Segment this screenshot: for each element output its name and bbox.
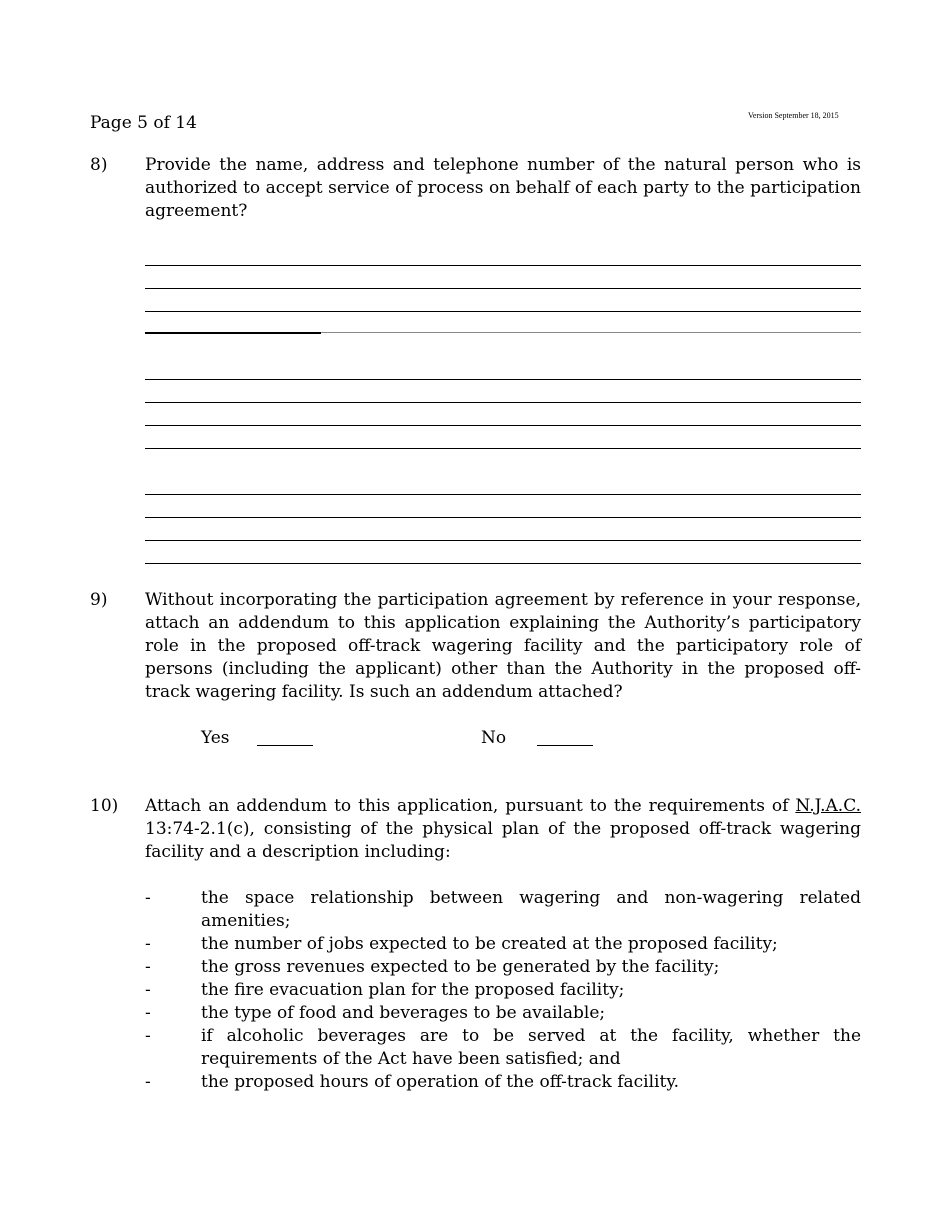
answer-line[interactable] — [321, 332, 861, 333]
question-10-number: 10) — [90, 796, 119, 816]
answer-line[interactable] — [145, 332, 321, 334]
question-10-text-suffix: 13:74-2.1(c), consisting of the physical plan of the proposed off-track wagering facility and a description including: — [145, 819, 861, 862]
bullet-marker: - — [145, 1026, 151, 1046]
answer-line[interactable] — [145, 265, 861, 266]
answer-line[interactable] — [145, 563, 861, 564]
bullet-marker: - — [145, 934, 151, 954]
question-8-number: 8) — [90, 155, 108, 175]
bullet-marker: - — [145, 1072, 151, 1092]
answer-line[interactable] — [145, 288, 861, 289]
question-9-number: 9) — [90, 590, 108, 610]
no-label: No — [481, 728, 507, 748]
bullet-marker: - — [145, 888, 151, 908]
page-number: Page 5 of 14 — [90, 113, 197, 133]
yes-label: Yes — [201, 728, 230, 748]
no-blank[interactable] — [537, 745, 593, 746]
bullet-item: if alcoholic beverages are to be served at the facility, whether the requirements of the Act have been satisfied; and — [201, 1026, 861, 1069]
bullet-item: the type of food and beverages to be available; — [201, 1003, 606, 1023]
question-9-text: Without incorporating the participation agreement by reference in your response, attach an addendum to this application explaining the Authority’s participatory role in the proposed off-track wagering facility and the participatory role of persons (including the applicant) other than the Authority in the proposed off-track wagering facility. Is such an addendum attached? — [145, 590, 861, 702]
version-label: Version September 18, 2015 — [748, 111, 839, 120]
answer-line[interactable] — [145, 540, 861, 541]
answer-line[interactable] — [145, 448, 861, 449]
bullet-marker: - — [145, 957, 151, 977]
bullet-item: the gross revenues expected to be generated by the facility; — [201, 957, 720, 977]
bullet-item: the fire evacuation plan for the proposed facility; — [201, 980, 625, 1000]
njac-citation: N.J.A.C. — [795, 796, 861, 816]
question-10-text-prefix: Attach an addendum to this application, pursuant to the requirements of — [145, 796, 796, 816]
answer-line[interactable] — [145, 494, 861, 495]
question-10-text — [145, 795, 861, 864]
bullet-item: the space relationship between wagering and non-wagering related amenities; — [201, 888, 861, 931]
bullet-marker: - — [145, 1003, 151, 1023]
answer-line[interactable] — [145, 402, 861, 403]
bullet-item: the number of jobs expected to be created at the proposed facility; — [201, 934, 778, 954]
answer-line[interactable] — [145, 311, 861, 312]
yes-blank[interactable] — [257, 745, 313, 746]
answer-line[interactable] — [145, 425, 861, 426]
question-8-text: Provide the name, address and telephone number of the natural person who is authorized to accept service of process on behalf of each party to the participation agreement? — [145, 155, 861, 221]
bullet-marker: - — [145, 980, 151, 1000]
answer-line[interactable] — [145, 517, 861, 518]
answer-line[interactable] — [145, 379, 861, 380]
bullet-item: the proposed hours of operation of the off-track facility. — [201, 1072, 680, 1092]
